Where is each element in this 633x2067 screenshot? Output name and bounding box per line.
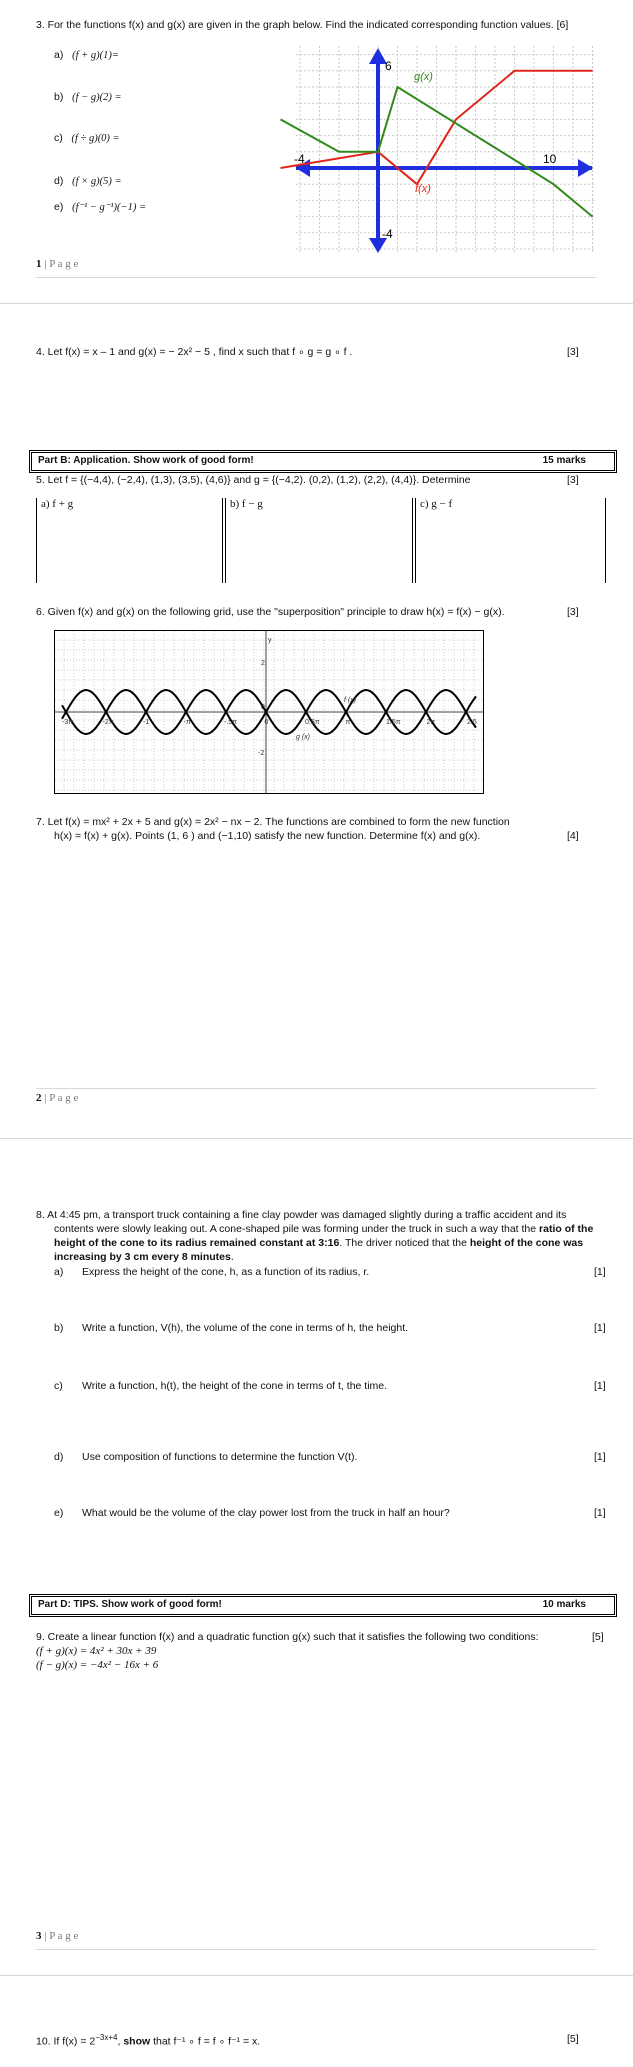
page-break [0, 1138, 633, 1139]
q6-text: 6. Given f(x) and g(x) on the following grid, use the "superposition" principle to draw h(x) = f(x) − g(x). [36, 606, 505, 618]
page-break [0, 303, 633, 304]
q3-part-e [54, 201, 146, 213]
q8-part-a-label: a) [54, 1266, 64, 1278]
part-expr: (f − g)(2) = [72, 92, 122, 103]
q8-part-b-text: Write a function, V(h), the volume of the cone in terms of h, the height. [82, 1322, 409, 1334]
q8-part-a-text: Express the height of the cone, h, as a function of its radius, r. [82, 1266, 370, 1278]
q8-part-d-marks: [1] [594, 1451, 606, 1463]
y-label-neg2: -2 [258, 750, 265, 757]
x-axis-arrow-right [578, 159, 593, 177]
part-d-marks: 10 marks [542, 1599, 586, 1610]
page-footer-line [36, 277, 596, 278]
page-footer-line [36, 1088, 596, 1089]
ymin-label: -4 [382, 227, 393, 241]
x-tick-label: -π [183, 719, 191, 726]
x-tick-label: -2π [102, 719, 114, 726]
q8-intro-line3: height of the cone to its radius remained constant at 3:16. The driver noticed that the height of the cone was [54, 1237, 584, 1249]
q8-part-c-marks: [1] [594, 1380, 606, 1392]
box-label: a) f + g [41, 498, 74, 510]
g-label: g (x) [296, 734, 310, 741]
q8-part-a-marks: [1] [594, 1266, 606, 1278]
part-label: c) [54, 132, 63, 144]
q3-part-d [54, 175, 122, 187]
q4-text: 4. Let f(x) = x – 1 and g(x) = − 2x² − 5 , find x such that f ∘ g = g ∘ f . [36, 346, 353, 358]
q5-answer-box-c[interactable] [415, 498, 606, 583]
g-label: g(x) [414, 71, 433, 83]
q5-text: 5. Let f = {(−4,4), (−2,4), (1,3), (3,5), (4,6)} and g = {(−4,2). (0,2), (1,2), (2,2), (4,4)}. Determine [36, 474, 471, 486]
q8-part-c-label: c) [54, 1380, 63, 1392]
part-d-title: Part D: TIPS. Show work of good form! [38, 1599, 222, 1610]
grid [296, 46, 594, 254]
q9-eq2: (f − g)(x) = −4x² − 16x + 6 [36, 1659, 159, 1671]
q3-part-a [54, 49, 119, 61]
q7-line2: h(x) = f(x) + g(x). Points (1, 6 ) and (−1,10) satisfy the new function. Determine f(x) and g(x). [54, 830, 481, 842]
part-b-marks: 15 marks [542, 455, 586, 466]
q8-intro-line1: 8. At 4:45 pm, a transport truck containing a fine clay powder was damaged slightly during a traffic accident and its [36, 1209, 567, 1221]
part-expr: (f ÷ g)(0) = [71, 133, 120, 144]
q6-trig-graph [54, 630, 484, 794]
part-label: a) [54, 49, 64, 61]
q3-part-c [54, 132, 120, 144]
q9-eq1: (f + g)(x) = 4x² + 30x + 39 [36, 1645, 157, 1657]
q7-line1: 7. Let f(x) = mx² + 2x + 5 and g(x) = 2x² − nx − 2. The functions are combined to form the new function [36, 816, 510, 828]
y-label-2: 2 [261, 660, 265, 667]
xmax-label: 10 [543, 152, 557, 166]
x-tick-label: -3π [62, 719, 74, 726]
f-label: f(x) [415, 183, 431, 195]
q8-part-e-text: What would be the volume of the clay power lost from the truck in half an hour? [82, 1507, 450, 1519]
page-break [0, 1975, 633, 1976]
f-label: f (x) [344, 697, 357, 704]
q5-answer-box-a[interactable] [36, 498, 223, 583]
x-tick-label: 2π [426, 719, 436, 726]
q5-answer-box-b[interactable] [225, 498, 413, 583]
part-b-banner [29, 450, 617, 473]
page-number-2: 2 | P a g e [36, 1092, 79, 1104]
q8-intro-line2: contents were slowly leaking out. A cone-shaped pile was forming under the truck in such a way that the ratio of the [54, 1223, 594, 1235]
part-b-title: Part B: Application. Show work of good form! [38, 455, 254, 466]
x-tick-label: 0.5π [305, 719, 320, 726]
q10-text: 10. If $f(x) = 2^{-3x+4}$, show that f⁻¹ ∘ f = f ∘ f⁻¹ = x. [36, 2033, 261, 2048]
q9-text: 9. Create a linear function f(x) and a quadratic function g(x) such that it satisfies the following two conditions: [36, 1631, 539, 1643]
page-footer-line [36, 1949, 596, 1950]
part-expr: (f⁻¹ − g⁻¹)(−1) = [72, 202, 147, 213]
q8-part-b-label: b) [54, 1322, 64, 1334]
x-tick-label: 2.5 [467, 719, 477, 726]
q10-exponent: −3x+4 [95, 2033, 118, 2042]
box-label: c) g − f [420, 498, 453, 510]
q9-marks: [5] [592, 1631, 604, 1643]
part-d-banner [29, 1594, 617, 1617]
page-number-3: 3 | P a g e [36, 1930, 79, 1942]
q5-marks: [3] [567, 474, 579, 486]
q7-marks: [4] [567, 830, 579, 842]
x-tick-label: 0 [264, 719, 269, 726]
q8-intro-line4: increasing by 3 cm every 8 minutes. [54, 1251, 234, 1263]
y-label-0: 0 [261, 704, 265, 711]
y-axis-label: y [268, 637, 272, 644]
x-tick-label: -1 [143, 719, 150, 726]
q8-part-e-label: e) [54, 1507, 64, 1519]
q3-text: 3. For the functions f(x) and g(x) are given in the graph below. Find the indicated corresponding function values. [6] [36, 19, 569, 31]
q3-part-b [54, 91, 122, 103]
q8-part-c-text: Write a function, h(t), the height of the cone in terms of t, the time. [82, 1380, 388, 1392]
xmin-label: -4 [294, 152, 305, 166]
page-number-1: 1 | P a g e [36, 258, 79, 270]
q3-function-graph [296, 46, 594, 254]
q8-part-d-label: d) [54, 1451, 64, 1463]
part-expr: (f + g)(1)= [72, 50, 119, 61]
q8-part-e-marks: [1] [594, 1507, 606, 1519]
part-label: d) [54, 175, 64, 187]
q6-marks: [3] [567, 606, 579, 618]
q8-part-b-marks: [1] [594, 1322, 606, 1334]
part-label: e) [54, 201, 64, 213]
part-label: b) [54, 91, 64, 103]
part-expr: (f × g)(5) = [72, 176, 122, 187]
x-tick-label: 1.5π [386, 719, 401, 726]
ymax-label: 6 [385, 59, 392, 73]
box-label: b) f − g [230, 498, 263, 510]
q10-marks: [5] [567, 2033, 579, 2045]
q4-marks: [3] [567, 346, 579, 358]
x-tick-label: π [345, 719, 351, 726]
x-tick-label: -.5π [224, 719, 237, 726]
q8-intro [36, 1208, 611, 1264]
q8-part-d-text: Use composition of functions to determine the function V(t). [82, 1451, 358, 1463]
